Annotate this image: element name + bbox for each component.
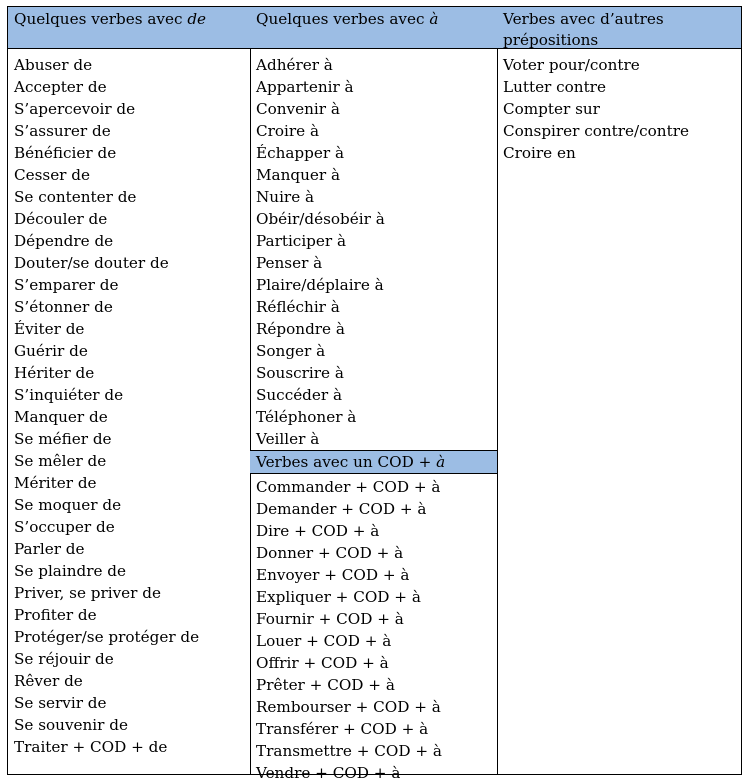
verb-item: Traiter + COD + de [14,738,168,756]
verb-item: Voter pour/contre [503,56,640,74]
verb-item: Priver, se priver de [14,584,161,602]
verb-item: Réfléchir à [256,298,340,316]
verb-item: Convenir à [256,100,340,118]
verb-item: Se moquer de [14,496,122,514]
verb-item: Répondre à [256,320,345,338]
verb-item: Se contenter de [14,188,137,206]
verb-list-cod-a [250,474,497,783]
verb-item: S’occuper de [14,518,115,536]
verb-item: Transférer + COD + à [256,720,429,738]
verb-item: S’apercevoir de [14,100,136,118]
subheader-emphasis: à [436,453,446,471]
verb-item: Rêver de [14,672,83,690]
verb-item: Prêter + COD + à [256,676,395,694]
verb-item: Appartenir à [256,78,354,96]
verb-preposition-table [7,6,742,782]
verb-item: Découler de [14,210,108,228]
verb-item: Penser à [256,254,323,272]
verb-item: Succéder à [256,386,343,404]
column-header-other [497,7,741,49]
verb-item: Participer à [256,232,347,250]
verb-item: S’emparer de [14,276,119,294]
verb-item: Parler de [14,540,85,558]
verb-item: Se plaindre de [14,562,127,580]
header-text: Quelques verbes avec [14,10,188,28]
verb-item: Se méfier de [14,430,112,448]
subheader-cod-a [250,450,497,474]
verb-item: Rembourser + COD + à [256,698,441,716]
verb-item: Douter/se douter de [14,254,169,272]
verb-item: Compter sur [503,100,600,118]
verb-item: Accepter de [14,78,107,96]
verb-item: Se souvenir de [14,716,128,734]
verb-item: Profiter de [14,606,97,624]
verb-item: Éviter de [14,320,85,338]
verb-item: Transmettre + COD + à [256,742,442,760]
verb-item: S’assurer de [14,122,111,140]
header-text: Quelques verbes avec [256,10,430,28]
verb-item: Nuire à [256,188,315,206]
verb-item: Se mêler de [14,452,107,470]
verb-item: Dépendre de [14,232,114,250]
verb-item: Adhérer à [256,56,333,74]
verb-item: Expliquer + COD + à [256,588,421,606]
verb-item: Mériter de [14,474,97,492]
verb-item: Souscrire à [256,364,344,382]
verb-item: Téléphoner à [256,408,357,426]
header-line-2: prépositions [503,31,599,49]
column-de [8,7,251,774]
verb-item: Demander + COD + à [256,500,427,518]
verb-item: Échapper à [256,144,345,162]
verb-item: S’inquiéter de [14,386,124,404]
verb-item: Bénéficier de [14,144,117,162]
verb-item: Lutter contre [503,78,606,96]
verb-item: Conspirer contre/contre [503,122,689,140]
verb-item: Songer à [256,342,326,360]
column-a [250,7,498,782]
verb-item: Plaire/déplaire à [256,276,384,294]
verb-item: Obéir/désobéir à [256,210,385,228]
verb-item: Offrir + COD + à [256,654,389,672]
verb-item: Fournir + COD + à [256,610,404,628]
verb-item: Se réjouir de [14,650,114,668]
verb-list-a [250,49,497,450]
header-line-1: Verbes avec d’autres [503,10,664,28]
verb-item: Manquer de [14,408,108,426]
verb-item: Abuser de [14,56,93,74]
verb-item: Croire en [503,144,576,162]
verb-item: Protéger/se protéger de [14,628,200,646]
verb-item: Commander + COD + à [256,478,441,496]
verb-item: Cesser de [14,166,90,184]
verb-item: Croire à [256,122,320,140]
column-other-prepositions [497,7,741,774]
verb-item: Envoyer + COD + à [256,566,410,584]
verb-item: Louer + COD + à [256,632,392,650]
verb-list-de [8,49,250,758]
verb-item: Manquer à [256,166,341,184]
verb-item: Veiller à [256,430,320,448]
verb-item: Vendre + COD + à [256,764,401,782]
subheader-text: Verbes avec un COD + [256,453,437,471]
verb-item: Donner + COD + à [256,544,404,562]
verb-item: Se servir de [14,694,107,712]
column-header-de [8,7,250,49]
verb-item: Hériter de [14,364,95,382]
verb-list-other [497,49,741,164]
verb-item: Dire + COD + à [256,522,380,540]
header-emphasis: à [429,10,439,28]
header-emphasis: de [187,10,207,28]
column-header-a [250,7,497,49]
verb-item: S’étonner de [14,298,113,316]
verb-item: Guérir de [14,342,88,360]
